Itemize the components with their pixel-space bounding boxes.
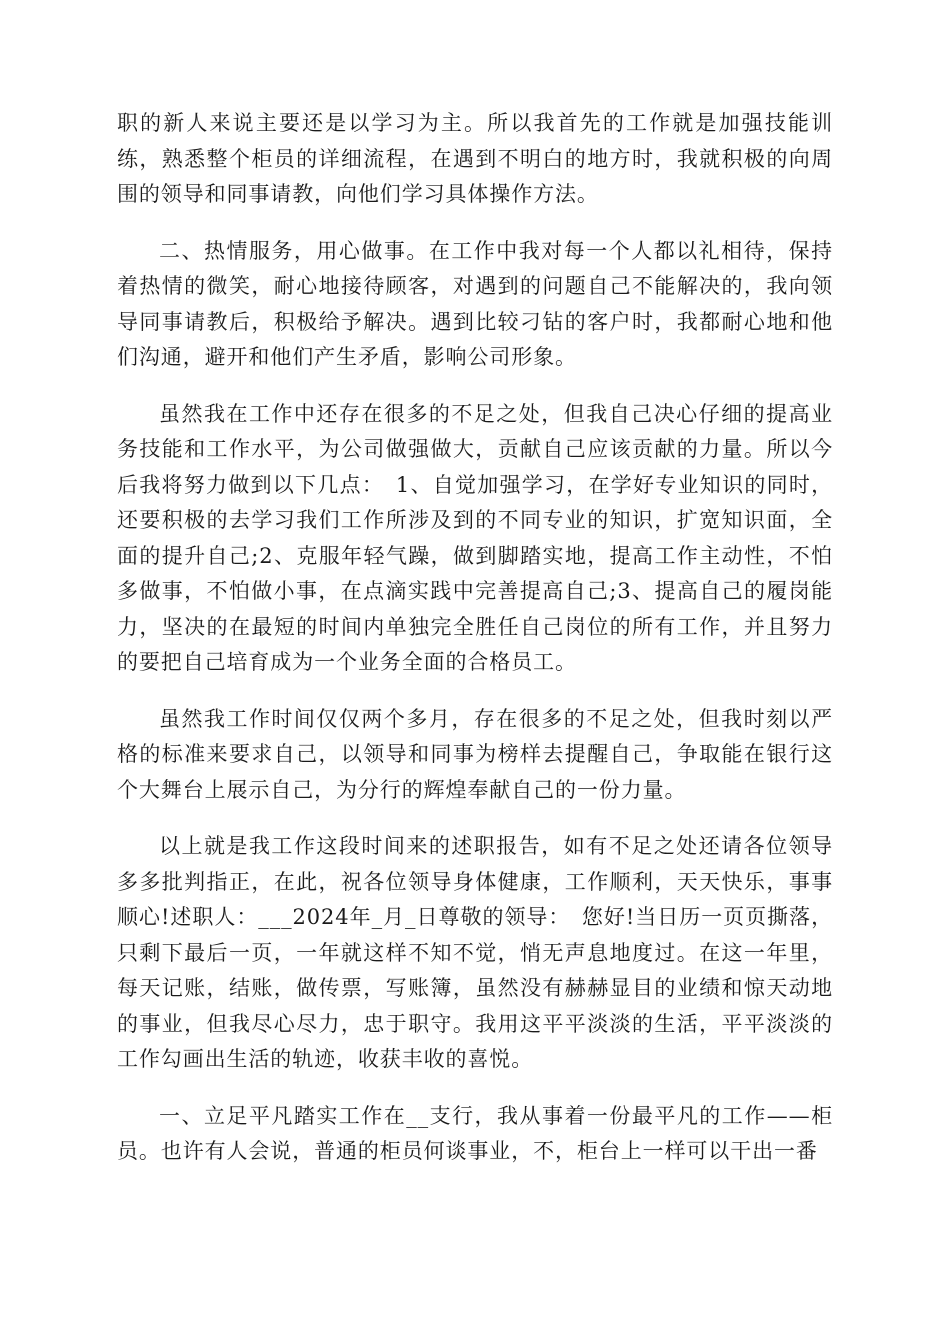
- paragraph-service: 二、热情服务，用心做事。在工作中我对每一个人都以礼相待，保持着热情的微笑，耐心地接待顾客，对遇到的问题自己不能解决的，我向领导同事请教后，积极给予解决。遇到比较刁钻的客户时，我都耐心地和他们沟通，避开和他们产生矛盾，影响公司形象。: [117, 238, 833, 369]
- paragraph-ordinary-work: 一、立足平凡踏实工作在__支行，我从事着一份最平凡的工作——柜员。也许有人会说，普通的柜员何谈事业，不，柜台上一样可以干出一番: [117, 1103, 833, 1163]
- document-body: [117, 106, 833, 1170]
- paragraph-closing-and-new-report: 以上就是我工作这段时间来的述职报告，如有不足之处还请各位领导多多批判指正，在此，祝各位领导身体健康，工作顺利，天天快乐，事事顺心!述职人：___2024年_月_日尊敬的领导： 您好!当日历一页页撕落，只剩下最后一页，一年就这样不知不觉，悄无声息地度过。在这一年里，每天记账，结账，做传票，写账簿，虽然没有赫赫显目的业绩和惊天动地的事业，但我尽心尽力，忠于职守。我用这平平淡淡的生活，平平淡淡的工作勾画出生活的轨迹，收获丰收的喜悦。: [117, 834, 833, 1071]
- paragraph-continuation: 职的新人来说主要还是以学习为主。所以我首先的工作就是加强技能训练，熟悉整个柜员的详细流程，在遇到不明白的地方时，我就积极的向周围的领导和同事请教，向他们学习具体操作方法。: [117, 111, 833, 206]
- paragraph-self-requirement: 虽然我工作时间仅仅两个多月，存在很多的不足之处，但我时刻以严格的标准来要求自己，以领导和同事为榜样去提醒自己，争取能在银行这个大舞台上展示自己，为分行的辉煌奉献自己的一份力量。: [117, 706, 833, 802]
- paragraph-improvement-plan: 虽然我在工作中还存在很多的不足之处，但我自己决心仔细的提高业务技能和工作水平，为公司做强做大，贡献自己应该贡献的力量。所以今后我将努力做到以下几点： 1、自觉加强学习，在学好专业知识的同时，还要积极的去学习我们工作所涉及到的不同专业的知识，扩宽知识面，全面的提升自己;2、克服年轻气躁，做到脚踏实地，提高工作主动性，不怕多做事，不怕做小事，在点滴实践中完善提高自己;3、提高自己的履岗能力，坚决的在最短的时间内单独完全胜任自己岗位的所有工作，并且努力的要把自己培育成为一个业务全面的合格员工。: [117, 401, 833, 674]
